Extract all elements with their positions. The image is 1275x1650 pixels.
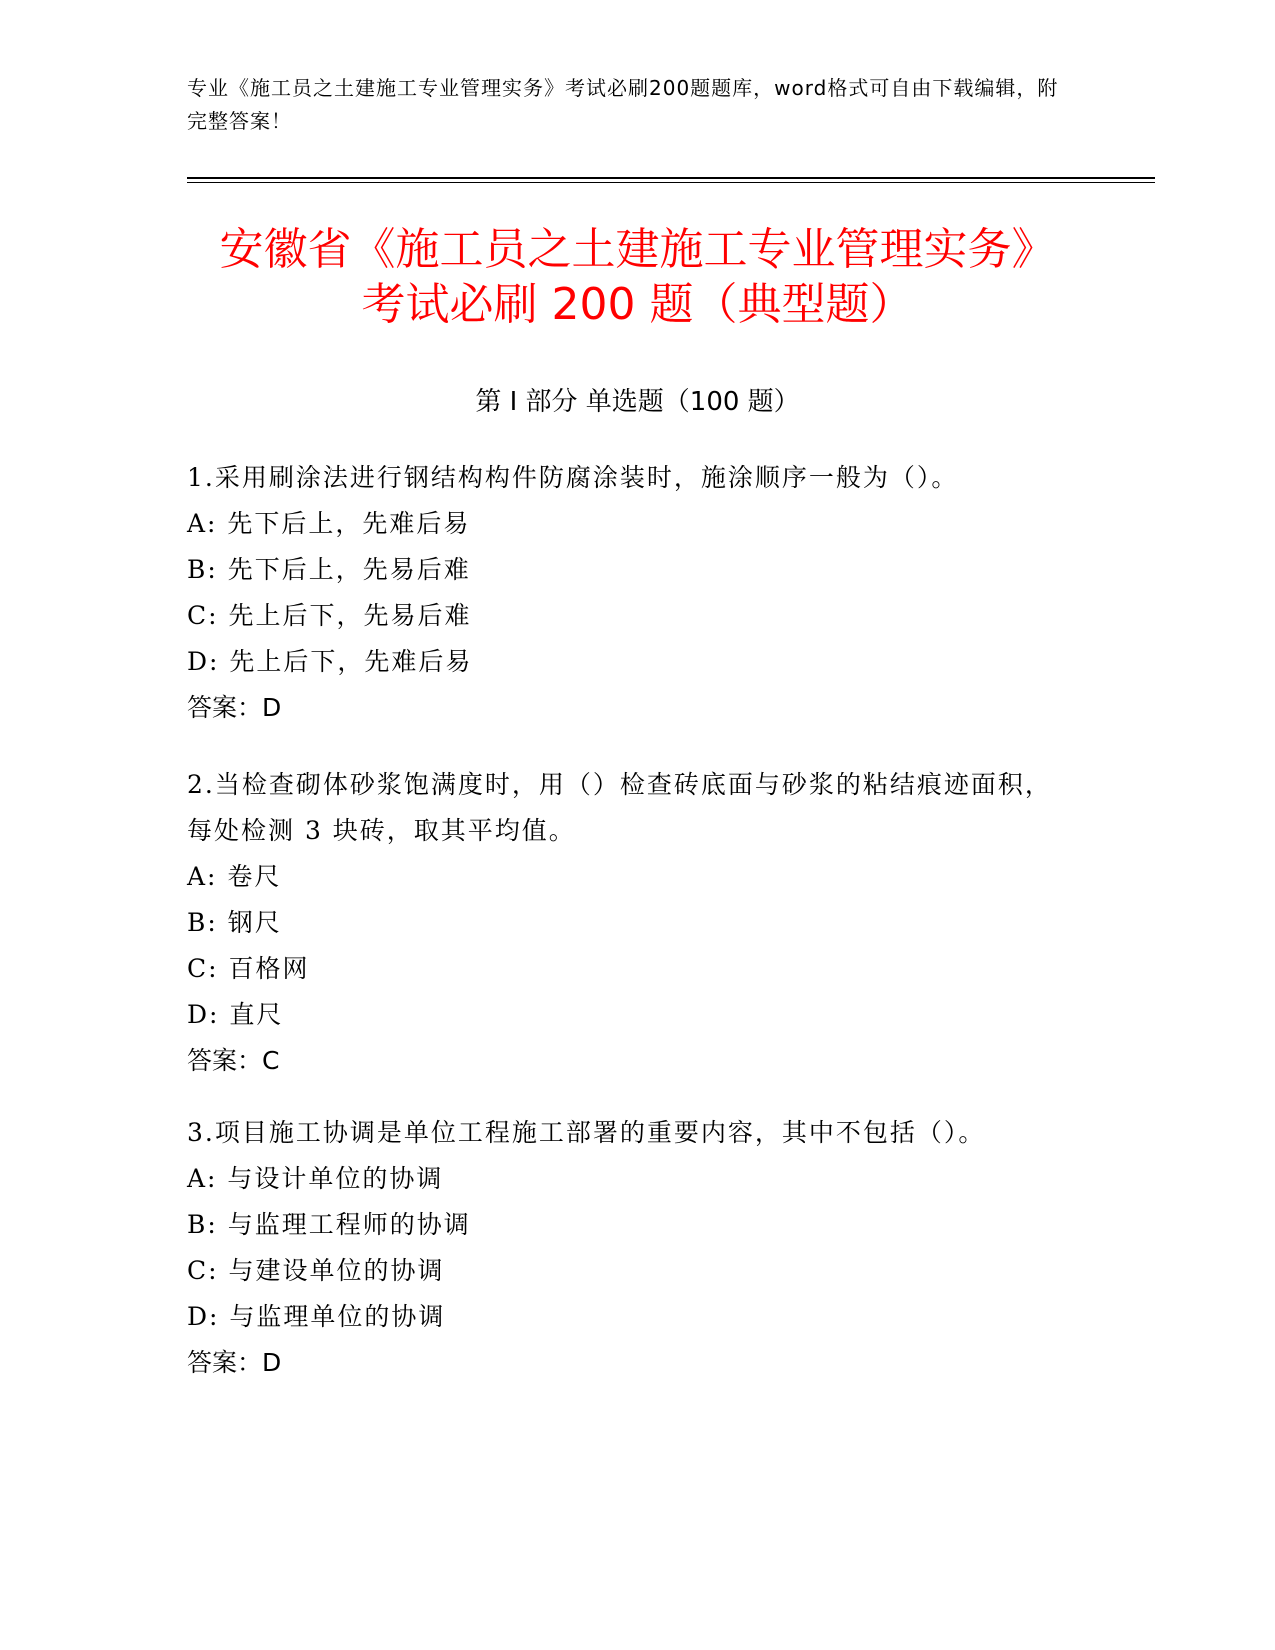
question-stem: 2.当检查砌体砂浆饱满度时，用（）检查砖底面与砂浆的粘结痕迹面积，每处检测 3 块砖，取其平均值。: [187, 770, 1052, 845]
option-a: A: 与设计单位的协调: [187, 1164, 444, 1193]
document-title: [150, 222, 1125, 332]
option-b: B: 先下后上，先易后难: [187, 555, 471, 584]
option-c: C: 先上后下，先易后难: [187, 601, 472, 630]
option-d: D: 与监理单位的协调: [187, 1302, 446, 1331]
answer: 答案：D: [187, 693, 282, 722]
header-rule-thin: [187, 182, 1155, 183]
question-stem: 3.项目施工协调是单位工程施工部署的重要内容，其中不包括（）。: [187, 1118, 986, 1147]
answer: 答案：C: [187, 1046, 280, 1075]
option-d: D: 直尺: [187, 1000, 284, 1029]
question-stem: 1.采用刷涂法进行钢结构构件防腐涂装时，施涂顺序一般为（）。: [187, 463, 959, 492]
header-rule-thick: [187, 177, 1155, 179]
document-title-line-2: 考试必刷 200 题（典型题）: [361, 279, 914, 330]
option-c: C: 与建设单位的协调: [187, 1256, 445, 1285]
option-a: A: 卷尺: [187, 862, 282, 891]
question-1: [187, 455, 1067, 731]
document-title-line-1: 安徽省《施工员之土建施工专业管理实务》: [219, 224, 1056, 275]
option-a: A: 先下后上，先难后易: [187, 509, 471, 538]
header-note: 专业《施工员之土建施工专业管理实务》考试必刷200题题库，word格式可自由下载编辑，附完整答案！: [187, 76, 1059, 133]
option-b: B: 与监理工程师的协调: [187, 1210, 471, 1239]
question-2: [187, 762, 1067, 1084]
option-b: B: 钢尺: [187, 908, 282, 937]
option-c: C: 百格网: [187, 954, 310, 983]
option-d: D: 先上后下，先难后易: [187, 647, 473, 676]
answer: 答案：D: [187, 1348, 282, 1377]
section-title: 第 I 部分 单选题（100 题）: [475, 387, 800, 417]
question-3: [187, 1110, 1067, 1386]
